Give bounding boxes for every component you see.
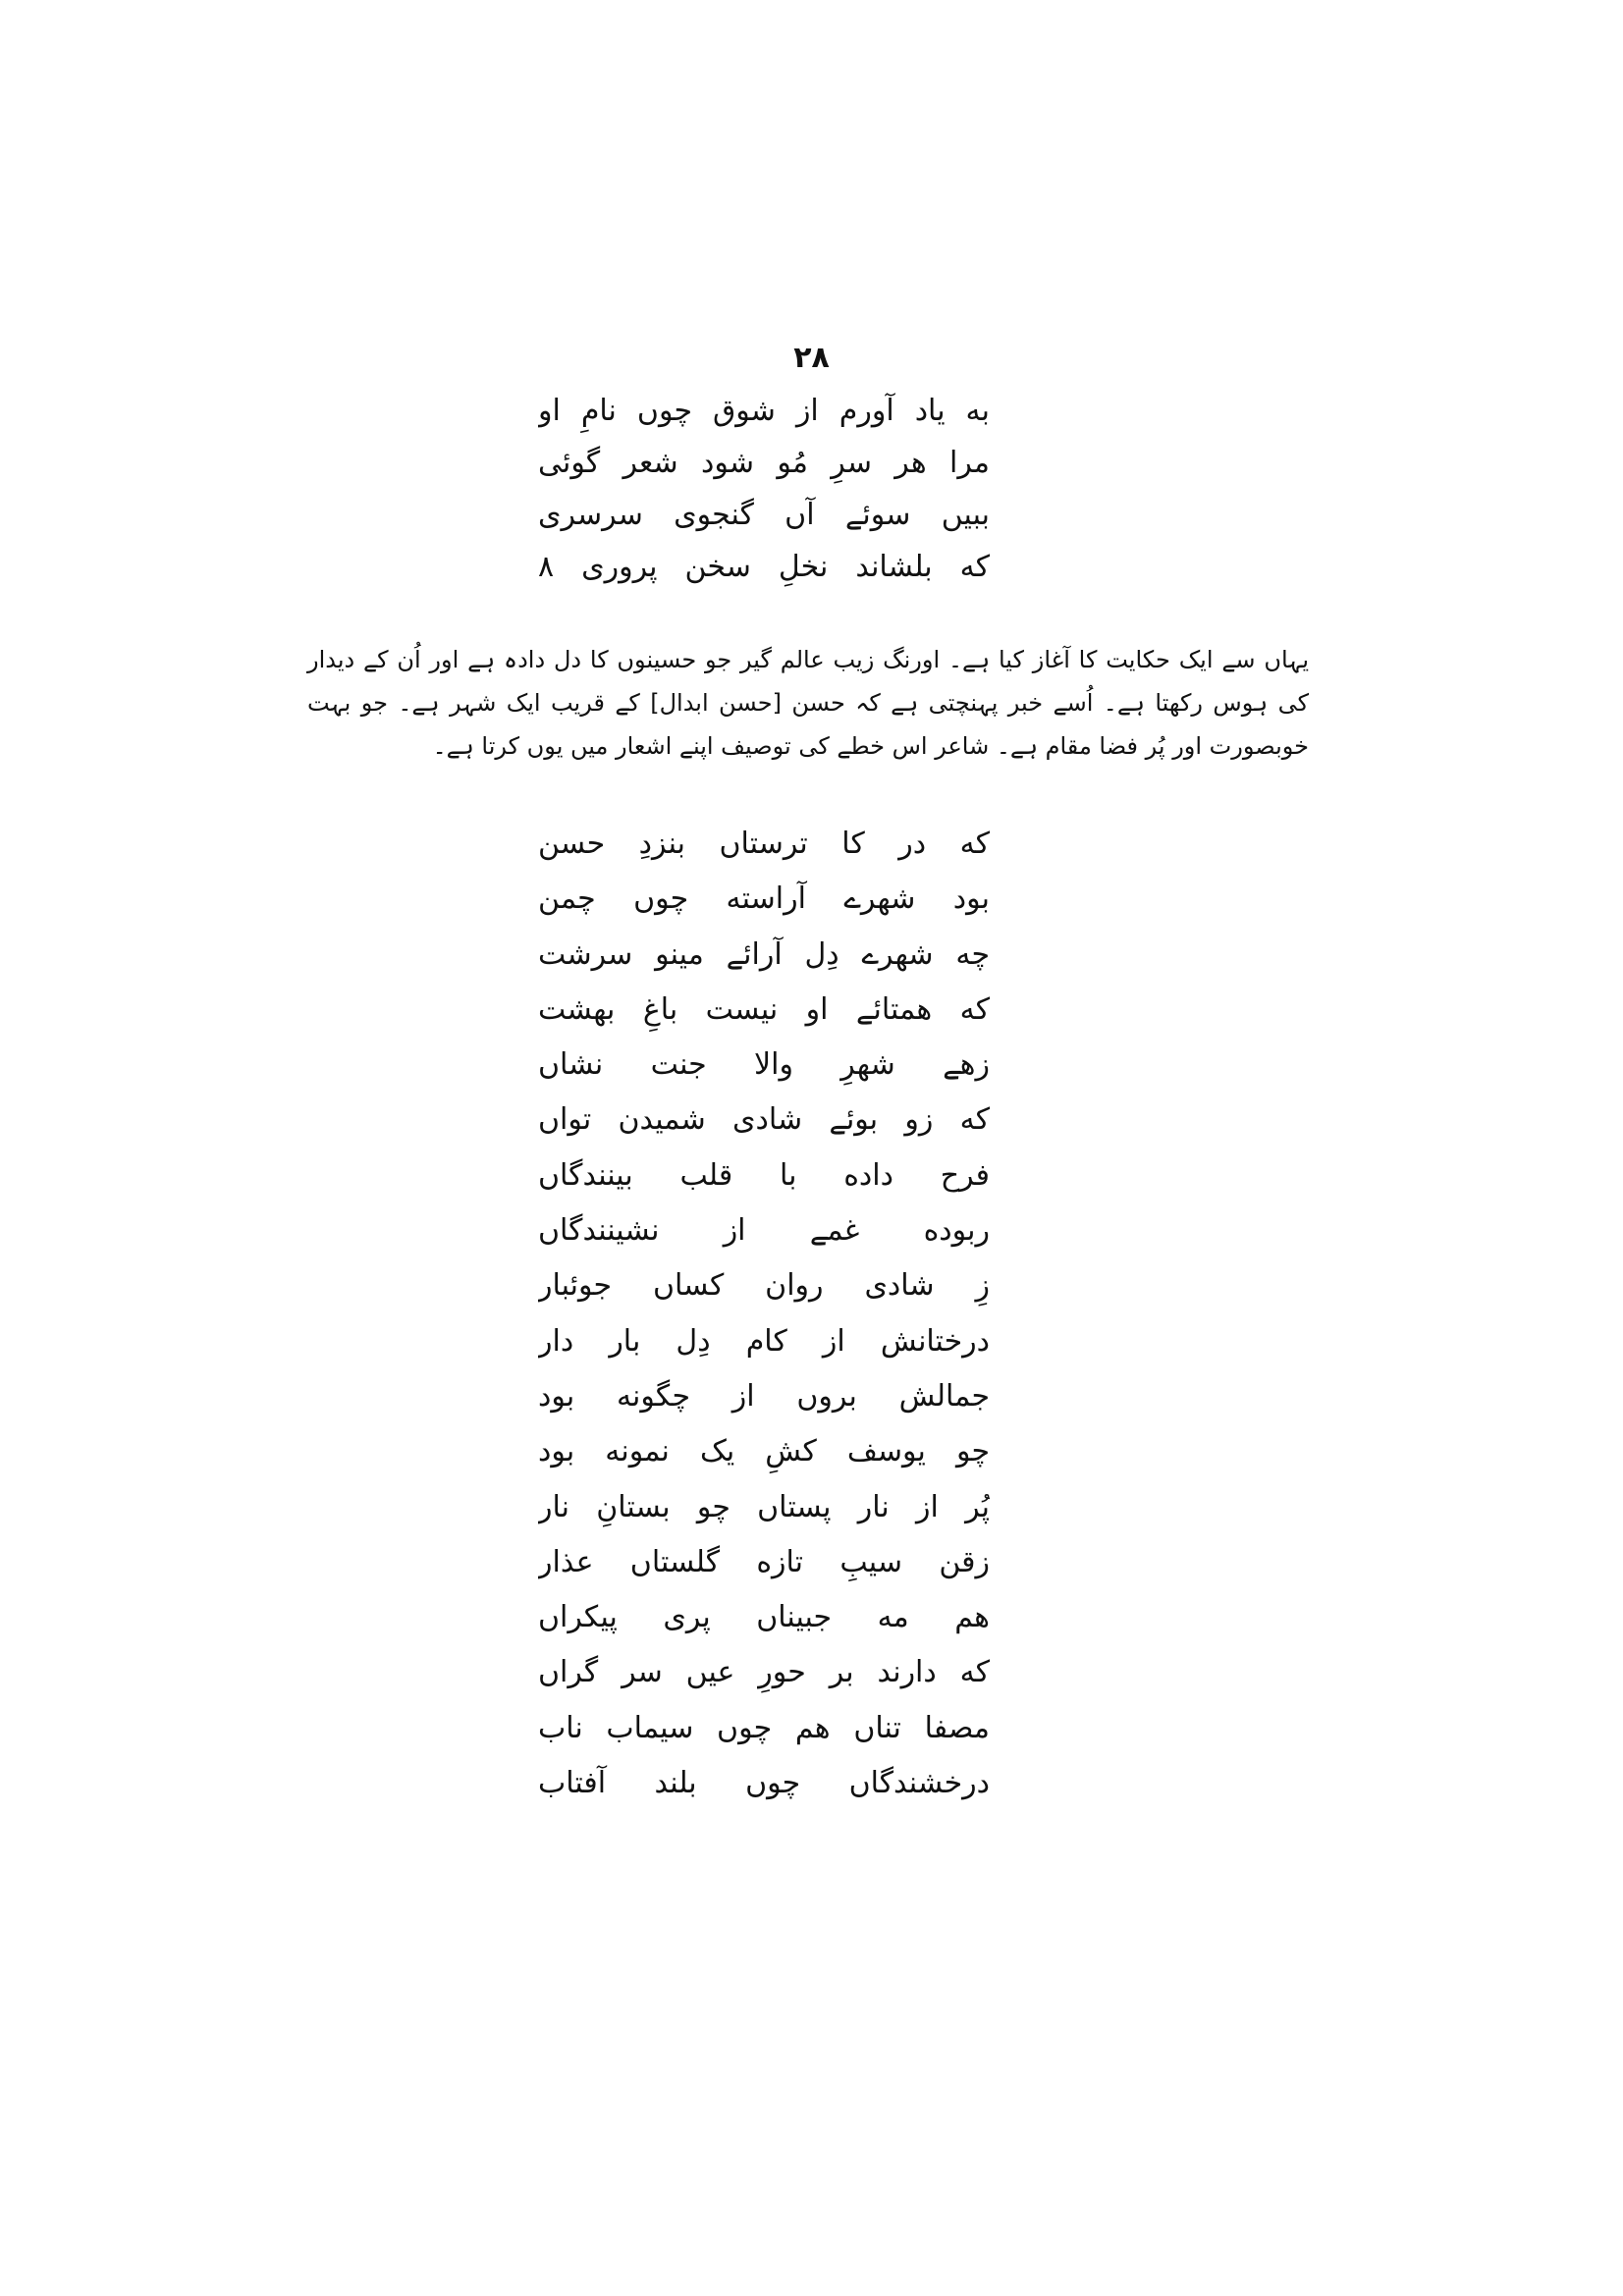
verse-line: که بلشاند نخلِ سخن پروری ۸ [538,550,990,584]
verse-block-opening [538,385,990,593]
verse-line: ببیں سوئے آں گنجوی سرسری [538,498,990,532]
verse-line: زهے شهرِ والا جنت نشاں [538,1047,990,1083]
verse-line: زقن سیبِ تازه گلستاں عذار [538,1544,990,1579]
verse-line: که در کا ترستاں بنزدِ حسن [538,827,990,861]
verse-line: درختانش از کام دِل بار دار [538,1323,990,1359]
verse-line: که دارند بر حورِ عیں سر گراں [538,1655,990,1690]
verse-line: به یاد آورم از شوق چوں نامِ او [538,394,990,428]
verse-line: چه شهرے دِل آرائے مینو سرشت [538,936,990,972]
verse-line: پُر از نار پستاں چو بستانِ نار [538,1489,990,1524]
prose-paragraph: یہاں سے ایک حکایت کا آغاز کیا ہے۔ اورنگ زیب عالم گیر جو حسینوں کا دل دادہ ہے اور اُن کے دیدار کی ہوس رکھتا ہے۔ اُسے خبر پہنچتی ہے کہ حسن [حسن ابدال] کے قریب ایک شہر ہے۔ جو بہت خوبصورت اور پُر فضا مقام ہے۔ شاعر اس خطے کی توصیف اپنے اشعار میں یوں کرتا ہے۔ [307,646,1309,760]
verse-line: درخشندگاں چوں بلند آفتاب [538,1766,990,1801]
verse-line: مرا هر سرِ مُو شود شعر گوئی [538,446,990,480]
verse-line: چو یوسف کشِ یک نمونه بود [538,1434,990,1469]
verse-line: ربوده غمے از نشینندگاں [538,1213,990,1249]
verse-line: که همتائے او نیست باغِ بهشت [538,991,990,1027]
verse-block-description [538,817,990,1811]
verse-line: مصفا تناں هم چوں سیماب ناب [538,1710,990,1745]
verse-line: فرح داده با قلب بینندگاں [538,1157,990,1193]
page-number: ۲۸ [793,341,830,375]
verse-line: بود شهرے آراسته چوں چمن [538,881,990,917]
verse-line: زِ شادی روان کساں جوئبار [538,1268,990,1304]
verse-line: هم مه جبیناں پری پیکراں [538,1600,990,1635]
verse-line: که زو بوئے شادی شمیدن تواں [538,1102,990,1138]
verse-line: جمالش بروں از چگونه بود [538,1378,990,1414]
